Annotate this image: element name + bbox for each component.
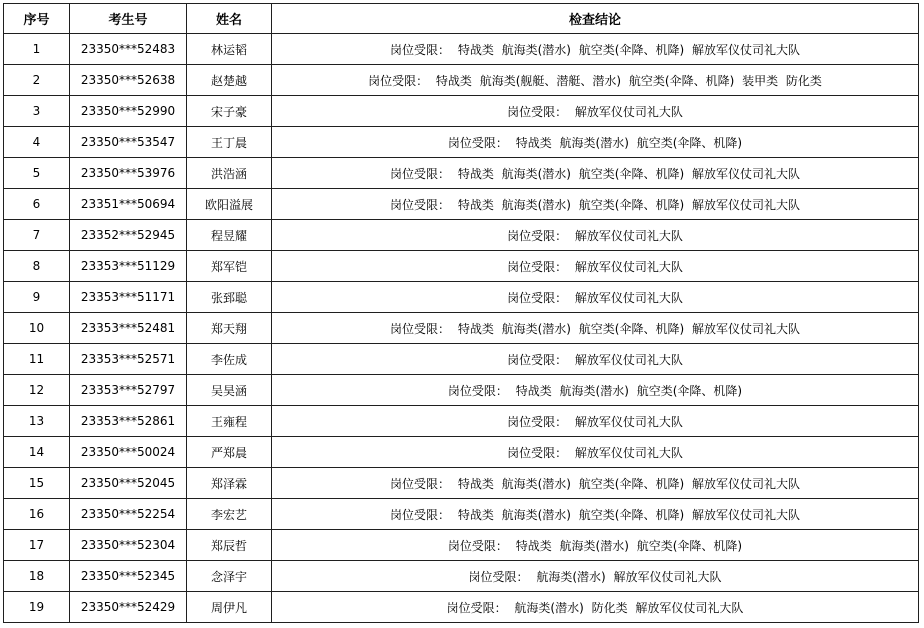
cell-name: 赵楚越 bbox=[187, 65, 272, 96]
cell-exam-id: 23350***52429 bbox=[70, 592, 187, 623]
cell-conclusion: 岗位受限： 特战类 航海类(潜水) 航空类(伞降、机降) 解放军仪仗司礼大队 bbox=[272, 313, 919, 344]
header-exam-id: 考生号 bbox=[70, 4, 187, 34]
table-row bbox=[4, 375, 919, 406]
header-conclusion: 检查结论 bbox=[272, 4, 919, 34]
cell-exam-id: 23350***52990 bbox=[70, 96, 187, 127]
table-row bbox=[4, 65, 919, 96]
cell-conclusion: 岗位受限： 解放军仪仗司礼大队 bbox=[272, 220, 919, 251]
cell-serial-number: 1 bbox=[4, 34, 70, 65]
cell-name: 李佐成 bbox=[187, 344, 272, 375]
cell-exam-id: 23353***51129 bbox=[70, 251, 187, 282]
cell-serial-number: 14 bbox=[4, 437, 70, 468]
cell-name: 洪浩涵 bbox=[187, 158, 272, 189]
cell-exam-id: 23351***50694 bbox=[70, 189, 187, 220]
cell-exam-id: 23350***52304 bbox=[70, 530, 187, 561]
cell-serial-number: 8 bbox=[4, 251, 70, 282]
cell-name: 王丁晨 bbox=[187, 127, 272, 158]
cell-conclusion: 岗位受限： 解放军仪仗司礼大队 bbox=[272, 282, 919, 313]
cell-name: 念泽宇 bbox=[187, 561, 272, 592]
table-row bbox=[4, 561, 919, 592]
cell-serial-number: 17 bbox=[4, 530, 70, 561]
cell-serial-number: 4 bbox=[4, 127, 70, 158]
table-row bbox=[4, 437, 919, 468]
cell-conclusion: 岗位受限： 特战类 航海类(潜水) 航空类(伞降、机降) bbox=[272, 127, 919, 158]
cell-serial-number: 9 bbox=[4, 282, 70, 313]
header-row bbox=[4, 4, 919, 34]
table-row bbox=[4, 220, 919, 251]
cell-conclusion: 岗位受限： 解放军仪仗司礼大队 bbox=[272, 251, 919, 282]
cell-name: 严郑晨 bbox=[187, 437, 272, 468]
cell-serial-number: 16 bbox=[4, 499, 70, 530]
cell-exam-id: 23350***53976 bbox=[70, 158, 187, 189]
cell-exam-id: 23350***50024 bbox=[70, 437, 187, 468]
cell-name: 周伊凡 bbox=[187, 592, 272, 623]
table-row bbox=[4, 189, 919, 220]
header-serial-number: 序号 bbox=[4, 4, 70, 34]
cell-name: 林运韬 bbox=[187, 34, 272, 65]
cell-exam-id: 23350***53547 bbox=[70, 127, 187, 158]
cell-serial-number: 11 bbox=[4, 344, 70, 375]
cell-serial-number: 13 bbox=[4, 406, 70, 437]
cell-conclusion: 岗位受限： 航海类(潜水) 防化类 解放军仪仗司礼大队 bbox=[272, 592, 919, 623]
table-row bbox=[4, 96, 919, 127]
table-row bbox=[4, 34, 919, 65]
cell-name: 吴昊涵 bbox=[187, 375, 272, 406]
cell-name: 郑辰哲 bbox=[187, 530, 272, 561]
cell-serial-number: 7 bbox=[4, 220, 70, 251]
table-row bbox=[4, 158, 919, 189]
cell-conclusion: 岗位受限： 解放军仪仗司礼大队 bbox=[272, 96, 919, 127]
cell-serial-number: 5 bbox=[4, 158, 70, 189]
cell-serial-number: 19 bbox=[4, 592, 70, 623]
cell-exam-id: 23350***52638 bbox=[70, 65, 187, 96]
cell-conclusion: 岗位受限： 特战类 航海类(舰艇、潜艇、潜水) 航空类(伞降、机降) 装甲类 防化类 bbox=[272, 65, 919, 96]
cell-serial-number: 15 bbox=[4, 468, 70, 499]
table-body bbox=[4, 34, 919, 623]
cell-conclusion: 岗位受限： 解放军仪仗司礼大队 bbox=[272, 406, 919, 437]
cell-exam-id: 23350***52345 bbox=[70, 561, 187, 592]
cell-name: 李宏艺 bbox=[187, 499, 272, 530]
cell-conclusion: 岗位受限： 特战类 航海类(潜水) 航空类(伞降、机降) 解放军仪仗司礼大队 bbox=[272, 499, 919, 530]
cell-name: 王雍程 bbox=[187, 406, 272, 437]
cell-name: 张郅聪 bbox=[187, 282, 272, 313]
cell-name: 郑天翔 bbox=[187, 313, 272, 344]
table-row bbox=[4, 499, 919, 530]
table-row bbox=[4, 530, 919, 561]
table-row bbox=[4, 313, 919, 344]
cell-exam-id: 23353***52571 bbox=[70, 344, 187, 375]
cell-serial-number: 18 bbox=[4, 561, 70, 592]
cell-serial-number: 2 bbox=[4, 65, 70, 96]
table-row bbox=[4, 282, 919, 313]
cell-name: 郑泽霖 bbox=[187, 468, 272, 499]
cell-exam-id: 23353***52481 bbox=[70, 313, 187, 344]
cell-conclusion: 岗位受限： 特战类 航海类(潜水) 航空类(伞降、机降) 解放军仪仗司礼大队 bbox=[272, 189, 919, 220]
table-row bbox=[4, 468, 919, 499]
cell-serial-number: 12 bbox=[4, 375, 70, 406]
cell-conclusion: 岗位受限： 航海类(潜水) 解放军仪仗司礼大队 bbox=[272, 561, 919, 592]
cell-exam-id: 23350***52045 bbox=[70, 468, 187, 499]
cell-exam-id: 23350***52254 bbox=[70, 499, 187, 530]
cell-conclusion: 岗位受限： 特战类 航海类(潜水) 航空类(伞降、机降) bbox=[272, 375, 919, 406]
table-row bbox=[4, 406, 919, 437]
table-row bbox=[4, 344, 919, 375]
cell-conclusion: 岗位受限： 特战类 航海类(潜水) 航空类(伞降、机降) 解放军仪仗司礼大队 bbox=[272, 468, 919, 499]
cell-serial-number: 3 bbox=[4, 96, 70, 127]
results-table bbox=[3, 3, 919, 623]
cell-name: 欧阳溢展 bbox=[187, 189, 272, 220]
cell-name: 宋子豪 bbox=[187, 96, 272, 127]
cell-serial-number: 6 bbox=[4, 189, 70, 220]
table-row bbox=[4, 592, 919, 623]
cell-serial-number: 10 bbox=[4, 313, 70, 344]
cell-exam-id: 23350***52483 bbox=[70, 34, 187, 65]
cell-exam-id: 23352***52945 bbox=[70, 220, 187, 251]
cell-conclusion: 岗位受限： 特战类 航海类(潜水) 航空类(伞降、机降) 解放军仪仗司礼大队 bbox=[272, 34, 919, 65]
cell-exam-id: 23353***51171 bbox=[70, 282, 187, 313]
cell-conclusion: 岗位受限： 解放军仪仗司礼大队 bbox=[272, 437, 919, 468]
cell-conclusion: 岗位受限： 特战类 航海类(潜水) 航空类(伞降、机降) bbox=[272, 530, 919, 561]
table-row bbox=[4, 251, 919, 282]
table-row bbox=[4, 127, 919, 158]
cell-name: 郑军铠 bbox=[187, 251, 272, 282]
cell-exam-id: 23353***52861 bbox=[70, 406, 187, 437]
cell-conclusion: 岗位受限： 特战类 航海类(潜水) 航空类(伞降、机降) 解放军仪仗司礼大队 bbox=[272, 158, 919, 189]
header-name: 姓名 bbox=[187, 4, 272, 34]
cell-exam-id: 23353***52797 bbox=[70, 375, 187, 406]
cell-name: 程昱耀 bbox=[187, 220, 272, 251]
cell-conclusion: 岗位受限： 解放军仪仗司礼大队 bbox=[272, 344, 919, 375]
